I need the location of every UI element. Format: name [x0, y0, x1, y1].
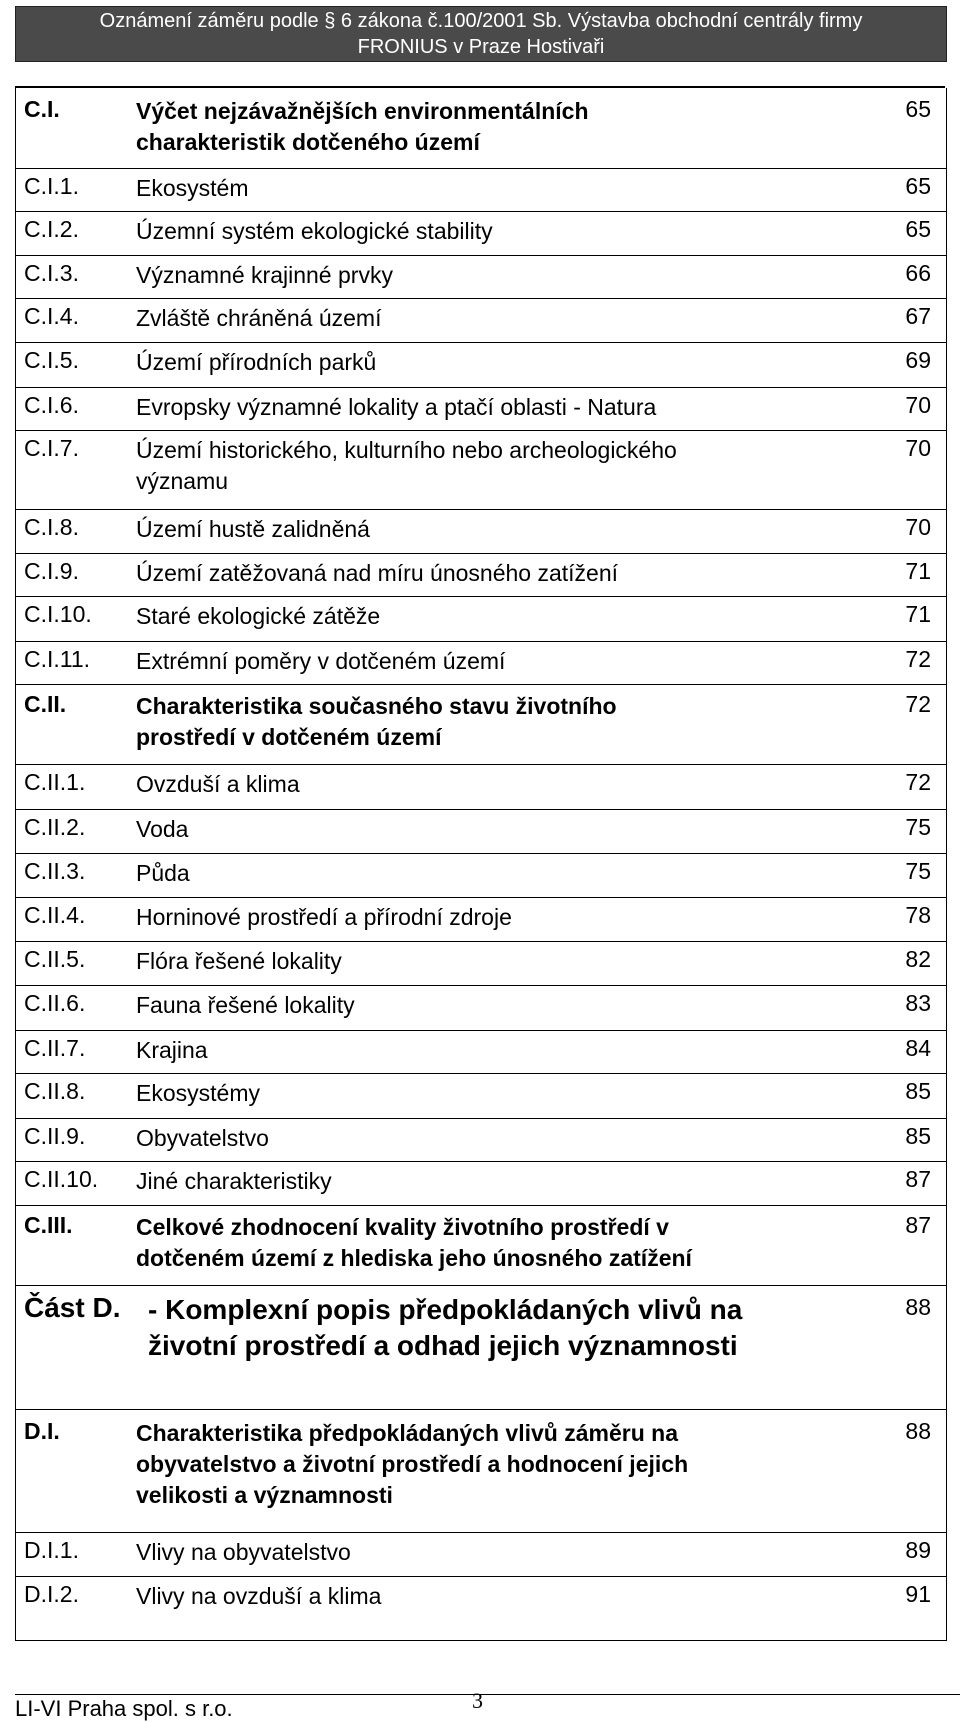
- toc-entry-number: C.II.1.: [24, 769, 86, 795]
- toc-entry-number: C.III.: [24, 1212, 73, 1238]
- toc-entry-number: C.II.10.: [24, 1166, 99, 1192]
- toc-entry-page: 89: [905, 1537, 931, 1563]
- toc-entry-page: 65: [905, 216, 931, 242]
- toc-entry: [16, 168, 946, 212]
- toc-entry-title: Ovzduší a klima: [136, 771, 300, 797]
- toc-entry-title: Charakteristika předpokládaných vlivů záměru na obyvatelstvo a životní prostředí a hodnocení jejich velikosti a významnosti: [136, 1420, 689, 1508]
- toc-entry: [16, 553, 946, 597]
- toc-entry-page: 75: [905, 858, 931, 884]
- toc-entry-title: Území historického, kulturního nebo archeologického významu: [136, 437, 677, 494]
- header-line-2: FRONIUS v Praze Hostivaři: [357, 36, 605, 58]
- toc-entry-page: 85: [905, 1123, 931, 1149]
- toc-entry: [16, 342, 946, 388]
- toc-entry-number: Část D.: [24, 1292, 121, 1323]
- toc-entry-page: 70: [905, 392, 931, 418]
- table-of-contents: [15, 88, 947, 1641]
- toc-entry-number: C.II.3.: [24, 858, 86, 884]
- toc-entry-page: 72: [905, 691, 931, 717]
- toc-entry-page: 88: [905, 1418, 931, 1444]
- toc-entry-page: 78: [905, 902, 931, 928]
- toc-entry: [16, 1205, 946, 1286]
- toc-entry-page: 72: [905, 769, 931, 795]
- footer-rule: [15, 1694, 960, 1695]
- document-header: [15, 6, 947, 62]
- toc-entry-number: C.I.7.: [24, 435, 79, 461]
- toc-entry-page: 87: [905, 1166, 931, 1192]
- footer-company: LI-VI Praha spol. s r.o.: [15, 1696, 233, 1721]
- toc-entry-number: C.I.9.: [24, 558, 79, 584]
- toc-entry-title: Voda: [136, 816, 189, 842]
- toc-entry-title: Územní systém ekologické stability: [136, 218, 493, 244]
- header-line-1: Oznámení záměru podle § 6 zákona č.100/2001 Sb. Výstavba obchodní centrály firmy: [99, 10, 863, 32]
- toc-entry-title: Ekosystémy: [136, 1080, 260, 1106]
- toc-entry: [16, 509, 946, 554]
- toc-entry-title: Významné krajinné prvky: [136, 262, 393, 288]
- toc-entry-page: 85: [905, 1078, 931, 1104]
- toc-entry-number: C.I.6.: [24, 392, 79, 418]
- toc-entry-page: 65: [905, 173, 931, 199]
- toc-entry-number: D.I.: [24, 1418, 60, 1444]
- toc-entry: [16, 853, 946, 898]
- toc-entry-page: 82: [905, 946, 931, 972]
- toc-entry-title: Krajina: [136, 1037, 208, 1063]
- toc-entry: [16, 211, 946, 256]
- toc-entry: [16, 298, 946, 343]
- toc-entry-title: Charakteristika současného stavu životního prostředí v dotčeném území: [136, 693, 617, 750]
- toc-entry-title: Území přírodních parků: [136, 349, 377, 375]
- toc-entry-page: 70: [905, 435, 931, 461]
- toc-entry-page: 67: [905, 303, 931, 329]
- toc-entry-page: 65: [905, 96, 931, 122]
- toc-entry-number: C.II.8.: [24, 1078, 86, 1104]
- toc-entry-number: C.II.5.: [24, 946, 86, 972]
- toc-entry: [16, 1073, 946, 1119]
- toc-entry-title: Vlivy na ovzduší a klima: [136, 1583, 382, 1609]
- toc-entry: [16, 1030, 946, 1074]
- toc-entry: [16, 985, 946, 1031]
- toc-entry-page: 83: [905, 990, 931, 1016]
- toc-entry-title: Jiné charakteristiky: [136, 1168, 332, 1194]
- toc-entry-title: Výčet nejzávažnějších environmentálních charakteristik dotčeného území: [136, 98, 589, 155]
- toc-entry-number: C.II.6.: [24, 990, 86, 1016]
- toc-entry-page: 91: [905, 1581, 931, 1607]
- toc-entry-title: Horninové prostředí a přírodní zdroje: [136, 904, 512, 930]
- toc-entry-number: C.I.1.: [24, 173, 79, 199]
- toc-entry-number: C.II.7.: [24, 1035, 86, 1061]
- toc-entry-page: 71: [905, 558, 931, 584]
- toc-entry-title: Zvláště chráněná území: [136, 305, 382, 331]
- toc-entry: [16, 897, 946, 942]
- toc-entry-number: C.II.9.: [24, 1123, 86, 1149]
- toc-entry: [16, 764, 946, 810]
- toc-entry-title: Evropsky významné lokality a ptačí oblasti - Natura: [136, 394, 657, 420]
- toc-entry-title: Flóra řešené lokality: [136, 948, 342, 974]
- toc-entry: [16, 387, 946, 431]
- toc-entry: [16, 1285, 946, 1410]
- toc-entry-title: Vlivy na obyvatelstvo: [136, 1539, 351, 1565]
- toc-entry: [16, 430, 946, 510]
- toc-entry-number: C.II.4.: [24, 902, 86, 928]
- toc-entry-title: Území zatěžovaná nad míru únosného zatížení: [136, 560, 619, 586]
- toc-entry-page: 88: [905, 1294, 931, 1320]
- toc-entry: [16, 641, 946, 685]
- toc-entry: [16, 1118, 946, 1162]
- toc-entry-number: C.II.2.: [24, 814, 86, 840]
- toc-entry: [16, 941, 946, 986]
- toc-entry-number: C.I.4.: [24, 303, 79, 329]
- toc-entry-title: - Komplexní popis předpokládaných vlivů na životní prostředí a odhad jejich významnosti: [148, 1294, 743, 1361]
- toc-entry-title: Fauna řešené lokality: [136, 992, 355, 1018]
- toc-entry-page: 69: [905, 347, 931, 373]
- toc-entry-page: 70: [905, 514, 931, 540]
- toc-entry: [16, 1161, 946, 1206]
- toc-entry: [16, 255, 946, 299]
- toc-entry-number: D.I.1.: [24, 1537, 79, 1563]
- toc-entry-page: 84: [905, 1035, 931, 1061]
- toc-entry-number: C.I.10.: [24, 601, 92, 627]
- toc-entry: [16, 596, 946, 642]
- toc-entry-page: 75: [905, 814, 931, 840]
- toc-entry-number: C.I.: [24, 96, 60, 122]
- toc-entry-number: C.I.2.: [24, 216, 79, 242]
- toc-entry-number: C.I.5.: [24, 347, 79, 373]
- toc-entry-title: Ekosystém: [136, 175, 249, 201]
- toc-entry-number: C.I.11.: [24, 646, 91, 672]
- toc-entry-title: Celkové zhodnocení kvality životního prostředí v dotčeném území z hlediska jeho únosného zatížení: [136, 1214, 692, 1271]
- toc-entry-number: C.I.8.: [24, 514, 79, 540]
- toc-entry-title: Obyvatelstvo: [136, 1125, 269, 1151]
- toc-entry-page: 87: [905, 1212, 931, 1238]
- toc-entry: [16, 684, 946, 765]
- toc-entry-page: 66: [905, 260, 931, 286]
- footer-page-number: 3: [472, 1688, 483, 1713]
- toc-entry-page: 71: [905, 601, 931, 627]
- toc-entry-number: D.I.2.: [24, 1581, 79, 1607]
- toc-entry-title: Území hustě zalidněná: [136, 516, 370, 542]
- toc-entry: [16, 809, 946, 854]
- toc-entry-number: C.I.3.: [24, 260, 79, 286]
- toc-entry: [16, 1576, 946, 1641]
- toc-entry-title: Extrémní poměry v dotčeném území: [136, 648, 506, 674]
- toc-entry: [16, 1409, 946, 1533]
- toc-entry: [16, 88, 946, 168]
- toc-entry-title: Půda: [136, 860, 190, 886]
- toc-entry-page: 72: [905, 646, 931, 672]
- toc-entry-number: C.II.: [24, 691, 67, 717]
- toc-entry-title: Staré ekologické zátěže: [136, 603, 381, 629]
- toc-entry: [16, 1532, 946, 1577]
